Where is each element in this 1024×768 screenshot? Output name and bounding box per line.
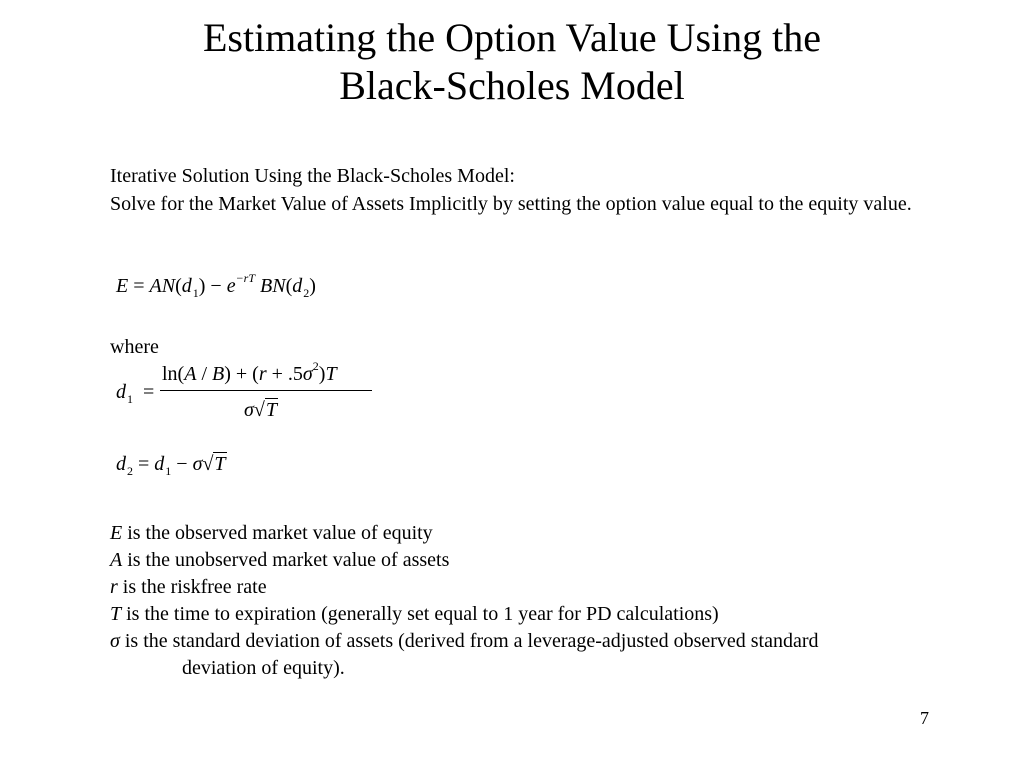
d2-equation: $d_2 = d_1 - \sigma√T$ — [116, 453, 226, 478]
intro-line-2: Solve for the Market Value of Assets Implicitly by setting the option value equal to the equity value. — [110, 193, 912, 215]
where-label: where — [110, 336, 159, 358]
page-number: 7 — [920, 708, 929, 728]
eq-d1-sub: 1 — [192, 286, 199, 300]
d1-fraction-bar — [160, 390, 372, 391]
eq-bn: BN — [260, 275, 286, 297]
definitions-list — [110, 520, 960, 682]
eq-an: AN — [149, 275, 176, 297]
main-equation: $E = AN(d_1) - e^{-rT}$ $BN(d_2)$ — [116, 271, 316, 300]
definition-item: E is the observed market value of equity — [110, 522, 433, 544]
d1-denominator: σ√T — [244, 399, 277, 421]
eq-minus: − — [210, 275, 222, 297]
eq-lhs: E — [116, 275, 129, 297]
title-line-1: Estimating the Option Value Using the — [202, 15, 822, 60]
definition-continuation: deviation of equity). — [182, 657, 345, 679]
d1-lhs: $d_1$ = — [116, 381, 155, 406]
intro-text — [110, 162, 940, 218]
definition-item: σ is the standard deviation of assets (derived from a leverage-adjusted observed standard — [110, 630, 819, 652]
intro-line-1: Iterative Solution Using the Black-Scholes Model: — [110, 165, 515, 187]
definition-item: A is the unobserved market value of assets — [110, 549, 450, 571]
definition-item: r is the riskfree rate — [110, 576, 267, 598]
eq-d1: d — [181, 275, 192, 297]
slide-title — [0, 14, 1024, 110]
eq-d2: d — [292, 275, 303, 297]
eq-e: e — [226, 275, 236, 297]
d1-numerator: $\ln(A / B) + (r + .5\sigma^2)T$ — [162, 359, 337, 385]
eq-exponent: −rT — [235, 271, 256, 285]
eq-equals: = — [133, 275, 145, 297]
title-line-2: Black-Scholes Model — [339, 63, 685, 108]
eq-d2-sub: 2 — [303, 286, 310, 300]
definition-item: T is the time to expiration (generally set equal to 1 year for PD calculations) — [110, 603, 719, 625]
